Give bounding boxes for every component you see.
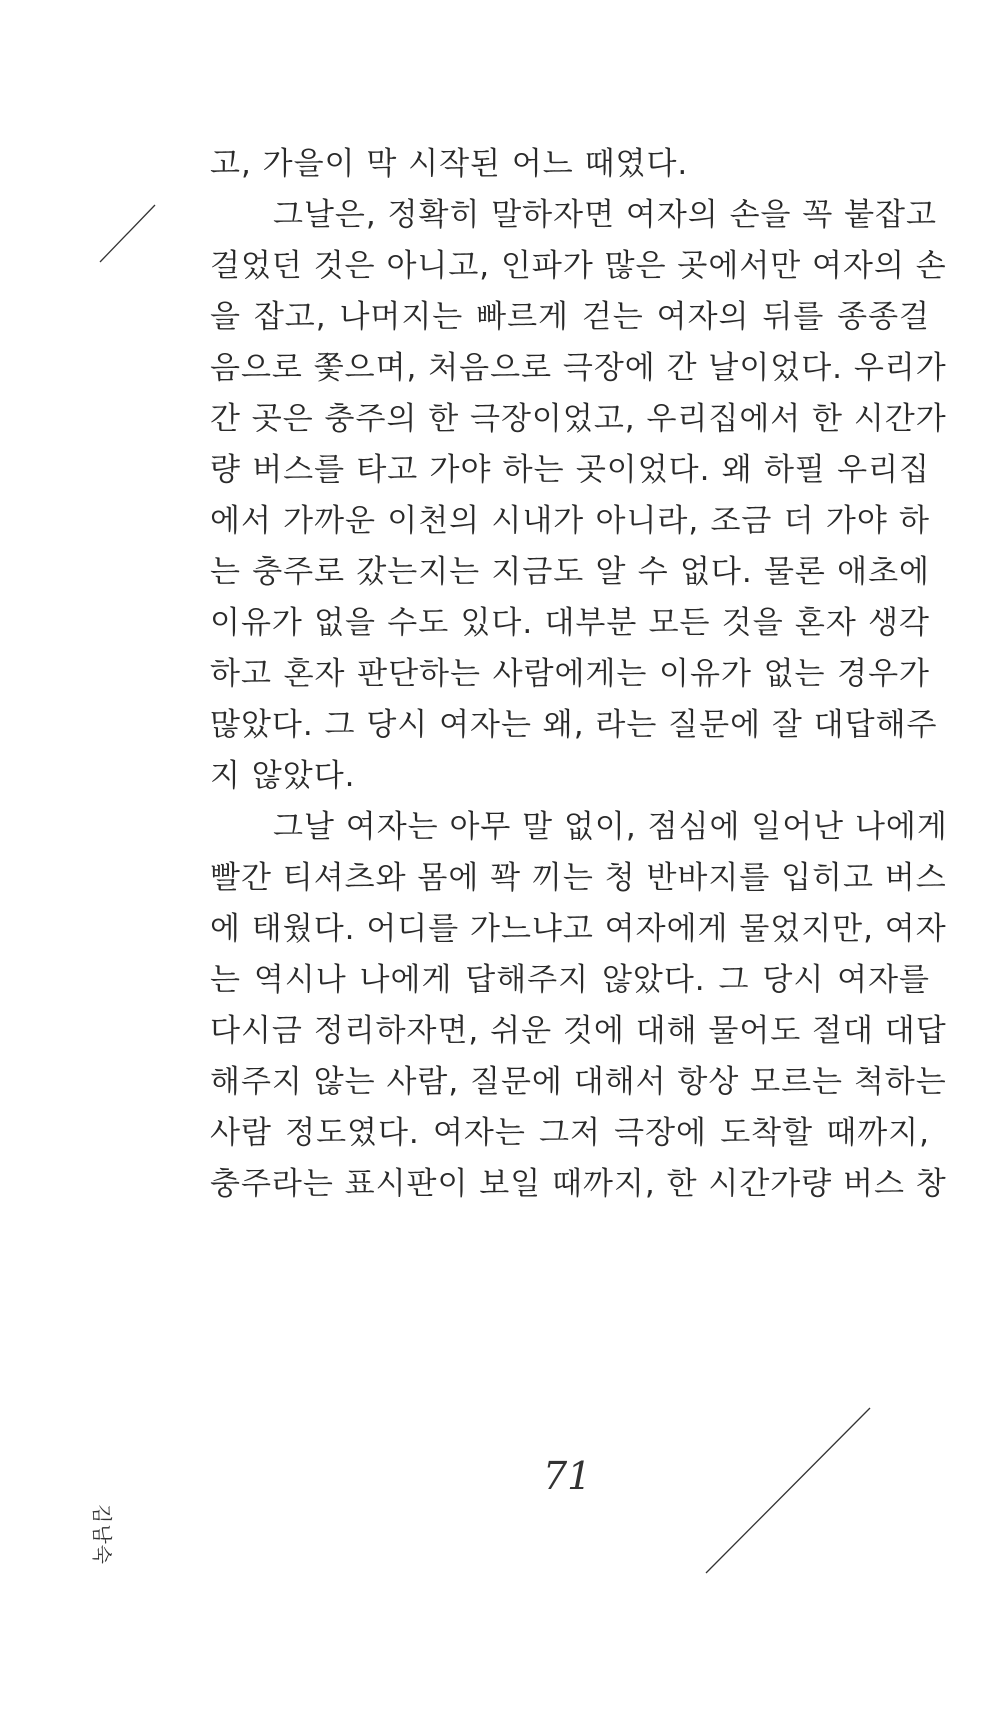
text-line: 량 버스를 타고 가야 하는 곳이었다. 왜 하필 우리집 xyxy=(210,452,930,488)
text-line: 간 곳은 충주의 한 극장이었고, 우리집에서 한 시간가 xyxy=(210,401,947,437)
text-line: 빨간 티셔츠와 몸에 꽉 끼는 청 반바지를 입히고 버스 xyxy=(210,860,947,896)
text-line: 고, 가을이 막 시작된 어느 때였다. xyxy=(210,146,689,182)
author-name: 김남숙 xyxy=(90,1504,114,1565)
text-line: 는 역시나 나에게 답해주지 않았다. 그 당시 여자를 xyxy=(210,962,930,998)
text-line: 는 충주로 갔는지는 지금도 알 수 없다. 물론 애초에 xyxy=(210,554,930,590)
text-line: 을 잡고, 나머지는 빠르게 걷는 여자의 뒤를 종종걸 xyxy=(210,299,930,335)
text-line: 그날은, 정확히 말하자면 여자의 손을 꼭 붙잡고 xyxy=(273,197,937,233)
text-line: 지 않았다. xyxy=(210,758,356,794)
text-line: 사람 정도였다. 여자는 그저 극장에 도착할 때까지, xyxy=(210,1115,930,1151)
text-line: 에서 가까운 이천의 시내가 아니라, 조금 더 가야 하 xyxy=(210,503,930,539)
page-number: 71 xyxy=(543,1454,592,1498)
top-left-slash xyxy=(100,205,155,262)
text-line: 그날 여자는 아무 말 없이, 점심에 일어난 나에게 xyxy=(273,809,948,845)
text-line: 에 태웠다. 어디를 가느냐고 여자에게 물었지만, 여자 xyxy=(210,911,947,947)
text-line: 이유가 없을 수도 있다. 대부분 모든 것을 혼자 생각 xyxy=(210,605,930,641)
text-line: 다시금 정리하자면, 쉬운 것에 대해 물어도 절대 대답 xyxy=(210,1013,947,1049)
text-line: 하고 혼자 판단하는 사람에게는 이유가 없는 경우가 xyxy=(210,656,930,692)
text-line: 음으로 쫓으며, 처음으로 극장에 간 날이었다. 우리가 xyxy=(210,350,947,386)
text-line: 걸었던 것은 아니고, 인파가 많은 곳에서만 여자의 손 xyxy=(210,248,947,284)
body-text xyxy=(210,139,948,1210)
bottom-right-slash xyxy=(706,1408,870,1573)
text-line: 충주라는 표시판이 보일 때까지, 한 시간가량 버스 창 xyxy=(210,1166,947,1202)
text-line: 해주지 않는 사람, 질문에 대해서 항상 모르는 척하는 xyxy=(210,1064,947,1100)
text-line: 많았다. 그 당시 여자는 왜, 라는 질문에 잘 대답해주 xyxy=(210,707,938,743)
